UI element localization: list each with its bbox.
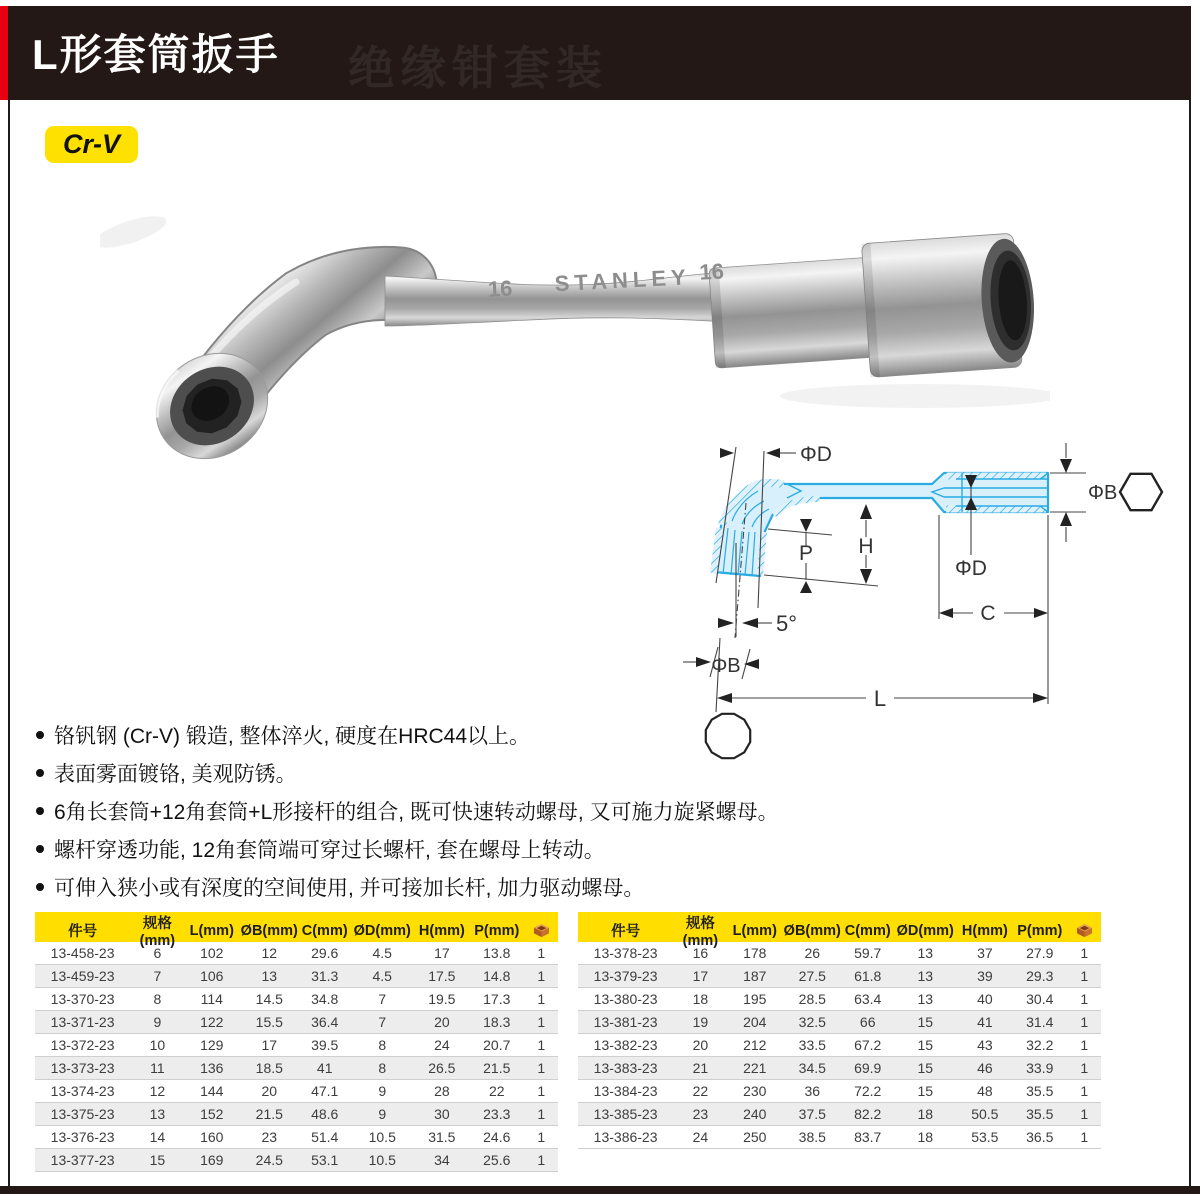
table-cell: 178 bbox=[743, 945, 767, 961]
table-cell: 13-371-23 bbox=[50, 1014, 115, 1030]
table-cell: 9 bbox=[378, 1106, 387, 1122]
table-cell: 13 bbox=[261, 968, 278, 984]
table-cell: 13 bbox=[917, 991, 934, 1007]
table-cell: 35.5 bbox=[1026, 1106, 1054, 1122]
table-cell: 1 bbox=[1080, 1014, 1089, 1030]
table-cell: 230 bbox=[743, 1083, 767, 1099]
table-cell: 1 bbox=[1080, 1060, 1089, 1076]
table-cell: 23 bbox=[692, 1106, 709, 1122]
table-cell: 13-372-23 bbox=[50, 1037, 115, 1053]
table-cell: 8 bbox=[153, 991, 162, 1007]
table-cell: 13 bbox=[917, 968, 934, 984]
dim-phib-right bbox=[1050, 443, 1117, 542]
table-cell: 9 bbox=[378, 1083, 387, 1099]
table-cell: 25.6 bbox=[483, 1152, 511, 1168]
table-cell: 18 bbox=[917, 1129, 934, 1145]
col-header-od: ØD(mm) bbox=[896, 922, 954, 939]
table-cell: 10 bbox=[149, 1037, 166, 1053]
col-header-c: C(mm) bbox=[301, 922, 348, 939]
col-header-c: C(mm) bbox=[844, 922, 891, 939]
table-cell: 144 bbox=[200, 1083, 224, 1099]
table-cell: 67.2 bbox=[854, 1037, 882, 1053]
table-cell: 22 bbox=[488, 1083, 505, 1099]
accent-red-stripe bbox=[0, 6, 8, 100]
table-cell: 13-383-23 bbox=[593, 1060, 658, 1076]
dim-angle bbox=[718, 611, 797, 636]
label-phid-top: ΦD bbox=[800, 443, 832, 466]
label-phib-right: ΦB bbox=[1088, 482, 1118, 504]
col-header-part-no: 件号 bbox=[611, 924, 641, 940]
table-cell: 17.3 bbox=[483, 991, 511, 1007]
col-header-size: 规格(mm) bbox=[682, 916, 719, 949]
table-cell: 43 bbox=[977, 1037, 993, 1053]
col-header-l: L(mm) bbox=[732, 922, 777, 939]
table-cell: 32.2 bbox=[1026, 1037, 1054, 1053]
table-row bbox=[578, 1126, 1101, 1149]
table-cell: 17 bbox=[692, 968, 709, 984]
table-cell: 34.8 bbox=[311, 991, 339, 1007]
table-row bbox=[578, 988, 1101, 1011]
table-cell: 14.8 bbox=[483, 968, 511, 984]
table-cell: 1 bbox=[537, 968, 546, 984]
table-row bbox=[578, 1011, 1101, 1034]
table-row bbox=[578, 1057, 1101, 1080]
col-header-ob: ØB(mm) bbox=[783, 922, 841, 939]
label-phib-bottom: ΦB bbox=[711, 655, 741, 677]
table-cell: 102 bbox=[200, 945, 224, 961]
table-cell: 14 bbox=[149, 1129, 166, 1145]
table-cell: 13-385-23 bbox=[593, 1106, 658, 1122]
table-cell: 1 bbox=[1080, 1106, 1089, 1122]
table-cell: 47.1 bbox=[311, 1083, 339, 1099]
table-row bbox=[578, 942, 1101, 965]
col-header-ob: ØB(mm) bbox=[240, 922, 298, 939]
table-cell: 187 bbox=[743, 968, 767, 984]
table-cell: 15 bbox=[917, 1014, 934, 1030]
table-cell: 39.5 bbox=[311, 1037, 339, 1053]
table-cell: 13-386-23 bbox=[593, 1129, 658, 1145]
table-row bbox=[578, 1034, 1101, 1057]
table-cell: 46 bbox=[977, 1060, 993, 1076]
table-cell: 17 bbox=[261, 1037, 278, 1053]
table-cell: 6 bbox=[153, 945, 162, 961]
table-cell: 17 bbox=[434, 945, 450, 961]
table-cell: 15 bbox=[917, 1037, 934, 1053]
table-cell: 13-382-23 bbox=[593, 1037, 658, 1053]
left-border bbox=[8, 100, 10, 1188]
table-cell: 24 bbox=[692, 1129, 709, 1145]
table-cell: 204 bbox=[743, 1014, 767, 1030]
table-cell: 27.5 bbox=[798, 968, 826, 984]
table-cell: 1 bbox=[1080, 991, 1089, 1007]
table-cell: 41 bbox=[977, 1014, 993, 1030]
table-row bbox=[35, 942, 558, 965]
label-l: L bbox=[873, 686, 887, 711]
wrench-socket-end bbox=[708, 232, 1039, 388]
table-cell: 83.7 bbox=[854, 1129, 882, 1145]
feature-text: 可伸入狭小或有深度的空间使用, 并可接加长杆, 加力驱动螺母。 bbox=[54, 877, 645, 900]
table-cell: 1 bbox=[1080, 1037, 1089, 1053]
table-cell: 63.4 bbox=[854, 991, 882, 1007]
table-cell: 4.5 bbox=[372, 945, 392, 961]
table-cell: 13-458-23 bbox=[50, 945, 115, 961]
engraving-size-left: 16 bbox=[487, 275, 514, 302]
table-row bbox=[35, 1011, 558, 1034]
table-row bbox=[35, 1057, 558, 1080]
table-cell: 53.5 bbox=[971, 1129, 999, 1145]
feature-text: 6角长套筒+12角套筒+L形接杆的组合, 既可快速转动螺母, 又可施力旋紧螺母。 bbox=[54, 801, 779, 824]
table-cell: 39 bbox=[977, 968, 993, 984]
table-cell: 160 bbox=[200, 1129, 224, 1145]
col-header-pack bbox=[524, 923, 557, 938]
table-cell: 212 bbox=[743, 1037, 767, 1053]
table-cell: 1 bbox=[1080, 968, 1089, 984]
table-cell: 48.6 bbox=[311, 1106, 339, 1122]
table-cell: 23.3 bbox=[483, 1106, 511, 1122]
col-header-h: H(mm) bbox=[961, 922, 1008, 939]
table-cell: 7 bbox=[378, 991, 387, 1007]
table-cell: 33.9 bbox=[1026, 1060, 1054, 1076]
feature-item bbox=[36, 830, 916, 868]
feature-item bbox=[36, 792, 916, 830]
engraving-size-right: 16 bbox=[698, 258, 725, 285]
table-cell: 34 bbox=[434, 1152, 450, 1168]
table-cell: 13-380-23 bbox=[593, 991, 658, 1007]
table-cell: 53.1 bbox=[311, 1152, 339, 1168]
table-cell: 13 bbox=[917, 945, 934, 961]
label-phid-mid: ΦD bbox=[955, 557, 987, 580]
bullet-icon bbox=[36, 845, 44, 853]
table-cell: 4.5 bbox=[372, 968, 392, 984]
table-row bbox=[35, 1149, 558, 1172]
table-cell: 114 bbox=[200, 991, 223, 1007]
table-cell: 1 bbox=[537, 1152, 546, 1168]
col-header-h: H(mm) bbox=[418, 922, 465, 939]
feature-item bbox=[36, 754, 916, 792]
table-cell: 7 bbox=[378, 1014, 387, 1030]
bullet-icon bbox=[36, 731, 44, 739]
table-cell: 31.5 bbox=[428, 1129, 456, 1145]
dim-phib-bottom bbox=[683, 647, 759, 679]
feature-text: 螺杆穿透功能, 12角套筒端可穿过长螺杆, 套在螺母上转动。 bbox=[54, 839, 605, 862]
table-cell: 20.7 bbox=[483, 1037, 511, 1053]
table-cell: 250 bbox=[743, 1129, 767, 1145]
table-cell: 18 bbox=[692, 991, 709, 1007]
table-row bbox=[578, 965, 1101, 988]
table-cell: 7 bbox=[153, 968, 162, 984]
table-cell: 48 bbox=[977, 1083, 993, 1099]
col-header-l: L(mm) bbox=[189, 922, 234, 939]
table-cell: 12 bbox=[261, 945, 278, 961]
table-cell: 13-370-23 bbox=[50, 991, 115, 1007]
table-cell: 13-376-23 bbox=[50, 1129, 115, 1145]
table-cell: 32.5 bbox=[798, 1014, 826, 1030]
table-cell: 13-379-23 bbox=[593, 968, 658, 984]
table-cell: 18.5 bbox=[255, 1060, 283, 1076]
feature-item bbox=[36, 716, 916, 754]
table-header-row bbox=[35, 912, 558, 949]
table-cell: 1 bbox=[537, 1106, 546, 1122]
table-cell: 11 bbox=[150, 1060, 165, 1076]
photo-smudge bbox=[100, 210, 170, 254]
table-cell: 15.5 bbox=[255, 1014, 283, 1030]
table-cell: 33.5 bbox=[798, 1037, 826, 1053]
table-cell: 20 bbox=[434, 1014, 450, 1030]
table-cell: 26 bbox=[804, 945, 821, 961]
table-row bbox=[35, 988, 558, 1011]
table-cell: 152 bbox=[200, 1106, 224, 1122]
table-body bbox=[35, 942, 558, 1172]
table-cell: 30.4 bbox=[1026, 991, 1054, 1007]
table-cell: 13-459-23 bbox=[50, 968, 115, 984]
table-cell: 59.7 bbox=[854, 945, 882, 961]
table-cell: 41 bbox=[316, 1060, 333, 1076]
table-cell: 122 bbox=[200, 1014, 224, 1030]
table-cell: 1 bbox=[1080, 945, 1089, 961]
table-cell: 21.5 bbox=[483, 1060, 511, 1076]
table-cell: 129 bbox=[200, 1037, 224, 1053]
table-cell: 17.5 bbox=[428, 968, 456, 984]
table-cell: 30 bbox=[434, 1106, 450, 1122]
feature-item bbox=[36, 868, 916, 906]
table-cell: 36.5 bbox=[1026, 1129, 1054, 1145]
spec-table-left bbox=[35, 912, 558, 1172]
page-title: L形套筒扳手 bbox=[32, 31, 280, 78]
table-cell: 38.5 bbox=[798, 1129, 826, 1145]
label-c: C bbox=[980, 602, 996, 625]
table-cell: 40 bbox=[977, 991, 993, 1007]
table-cell: 34.5 bbox=[798, 1060, 826, 1076]
table-cell: 15 bbox=[149, 1152, 166, 1168]
table-cell: 24.6 bbox=[483, 1129, 511, 1145]
table-cell: 29.6 bbox=[311, 945, 339, 961]
table-row bbox=[35, 965, 558, 988]
table-cell: 8 bbox=[378, 1037, 387, 1053]
table-cell: 37.5 bbox=[798, 1106, 826, 1122]
table-cell: 13-373-23 bbox=[50, 1060, 115, 1076]
table-cell: 21 bbox=[692, 1060, 709, 1076]
hex-bolt-symbol bbox=[1120, 474, 1162, 510]
table-cell: 28.5 bbox=[798, 991, 826, 1007]
feature-list bbox=[36, 716, 916, 906]
table-row bbox=[35, 1103, 558, 1126]
table-cell: 1 bbox=[537, 1014, 546, 1030]
dim-h bbox=[858, 504, 873, 584]
label-angle: 5° bbox=[776, 611, 798, 636]
table-cell: 13-381-23 bbox=[593, 1014, 658, 1030]
engraving-brand: STANLEY bbox=[554, 264, 692, 297]
table-cell: 16 bbox=[692, 945, 709, 961]
photo-shadow bbox=[780, 384, 1050, 408]
table-row bbox=[35, 1034, 558, 1057]
ghost-watermark: 绝缘钳套装 bbox=[348, 42, 608, 94]
table-cell: 24.5 bbox=[255, 1152, 283, 1168]
table-cell: 9 bbox=[153, 1014, 162, 1030]
table-cell: 14.5 bbox=[255, 991, 283, 1007]
diagram-wrench-body bbox=[714, 473, 1048, 576]
table-cell: 22 bbox=[692, 1083, 709, 1099]
table-cell: 13-384-23 bbox=[593, 1083, 658, 1099]
bullet-icon bbox=[36, 769, 44, 777]
table-cell: 1 bbox=[1080, 1129, 1089, 1145]
table-cell: 37 bbox=[977, 945, 993, 961]
col-header-p: P(mm) bbox=[1017, 922, 1063, 939]
feature-text: 表面雾面镀铬, 美观防锈。 bbox=[54, 763, 297, 786]
table-cell: 18.3 bbox=[483, 1014, 511, 1030]
table-cell: 136 bbox=[200, 1060, 224, 1076]
table-cell: 28 bbox=[434, 1083, 450, 1099]
table-cell: 19 bbox=[692, 1014, 709, 1030]
table-cell: 51.4 bbox=[311, 1129, 339, 1145]
table-cell: 31.4 bbox=[1026, 1014, 1054, 1030]
table-cell: 13-375-23 bbox=[50, 1106, 115, 1122]
package-icon bbox=[532, 923, 551, 938]
table-body bbox=[578, 942, 1101, 1149]
table-cell: 26.5 bbox=[428, 1060, 456, 1076]
table-cell: 1 bbox=[1080, 1083, 1089, 1099]
table-cell: 82.2 bbox=[854, 1106, 882, 1122]
table-cell: 195 bbox=[743, 991, 767, 1007]
table-header-row bbox=[578, 912, 1101, 949]
bullet-icon bbox=[36, 807, 44, 815]
table-cell: 13-377-23 bbox=[50, 1152, 115, 1168]
package-icon bbox=[1075, 923, 1094, 938]
table-cell: 72.2 bbox=[854, 1083, 882, 1099]
bottom-bar bbox=[0, 1186, 1200, 1194]
table-cell: 21.5 bbox=[255, 1106, 283, 1122]
table-row bbox=[35, 1080, 558, 1103]
table-cell: 36 bbox=[804, 1083, 821, 1099]
table-cell: 12 bbox=[149, 1083, 166, 1099]
table-cell: 20 bbox=[261, 1083, 278, 1099]
spec-table-right bbox=[578, 912, 1101, 1149]
table-cell: 1 bbox=[537, 1083, 546, 1099]
table-cell: 36.4 bbox=[311, 1014, 339, 1030]
label-h: H bbox=[858, 535, 874, 558]
table-cell: 66 bbox=[859, 1014, 876, 1030]
table-cell: 18 bbox=[917, 1106, 934, 1122]
table-cell: 19.5 bbox=[428, 991, 456, 1007]
table-cell: 23 bbox=[261, 1129, 278, 1145]
table-cell: 13.8 bbox=[483, 945, 511, 961]
table-cell: 24 bbox=[434, 1037, 450, 1053]
table-cell: 10.5 bbox=[368, 1152, 396, 1168]
table-cell: 240 bbox=[743, 1106, 767, 1122]
table-cell: 15 bbox=[917, 1060, 934, 1076]
table-cell: 15 bbox=[917, 1083, 934, 1099]
table-cell: 50.5 bbox=[971, 1106, 999, 1122]
label-p: P bbox=[798, 542, 814, 565]
table-cell: 20 bbox=[692, 1037, 709, 1053]
table-row bbox=[35, 1126, 558, 1149]
material-badge: Cr-V bbox=[45, 126, 138, 163]
table-cell: 69.9 bbox=[854, 1060, 882, 1076]
col-header-od: ØD(mm) bbox=[353, 922, 411, 939]
table-cell: 13-374-23 bbox=[50, 1083, 115, 1099]
table-cell: 31.3 bbox=[311, 968, 339, 984]
table-row bbox=[578, 1103, 1101, 1126]
table-cell: 1 bbox=[537, 1037, 546, 1053]
col-header-pack bbox=[1067, 923, 1100, 938]
col-header-size: 规格(mm) bbox=[139, 916, 176, 949]
table-cell: 13 bbox=[149, 1106, 166, 1122]
col-header-part-no: 件号 bbox=[68, 924, 98, 940]
table-cell: 1 bbox=[537, 1060, 546, 1076]
table-cell: 10.5 bbox=[368, 1129, 396, 1145]
table-cell: 61.8 bbox=[854, 968, 882, 984]
table-cell: 13-378-23 bbox=[593, 945, 658, 961]
table-cell: 8 bbox=[378, 1060, 387, 1076]
feature-text: 铬钒钢 (Cr-V) 锻造, 整体淬火, 硬度在HRC44以上。 bbox=[54, 725, 531, 748]
bullet-icon bbox=[36, 883, 44, 891]
table-cell: 1 bbox=[537, 945, 546, 961]
table-cell: 221 bbox=[743, 1060, 767, 1076]
col-header-p: P(mm) bbox=[474, 922, 520, 939]
table-cell: 29.3 bbox=[1026, 968, 1054, 984]
table-row bbox=[578, 1080, 1101, 1103]
table-cell: 106 bbox=[200, 968, 224, 984]
table-cell: 35.5 bbox=[1026, 1083, 1054, 1099]
table-cell: 1 bbox=[537, 1129, 546, 1145]
table-cell: 1 bbox=[537, 991, 546, 1007]
table-cell: 169 bbox=[200, 1152, 224, 1168]
table-cell: 27.9 bbox=[1026, 945, 1054, 961]
